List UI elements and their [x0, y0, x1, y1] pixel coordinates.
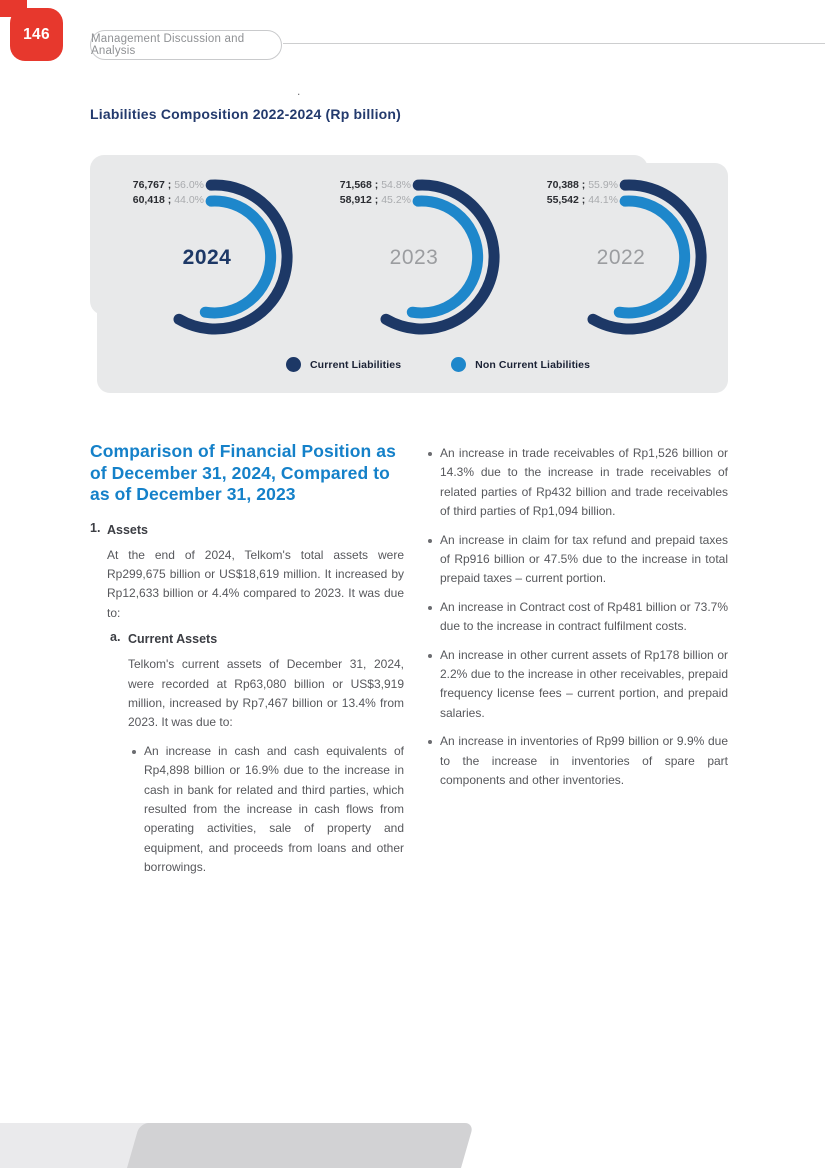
breadcrumb-label: Management Discussion and Analysis [91, 33, 245, 57]
article-right-column [425, 444, 728, 791]
non-current-liabilities-label: 58,912 ; 45.2% [339, 194, 411, 206]
legend-dot-non-current [451, 357, 466, 372]
footer-shape-dark [127, 1123, 474, 1168]
donut-chart-2022 [534, 162, 724, 362]
page-number: 146 [23, 25, 50, 43]
assets-item-number: 1. [90, 520, 101, 535]
bullet-tax-refund: An increase in claim for tax refund and prepaid taxes of Rp916 billion or 47.5% due to the increase in total prepaid taxes – current portion. [425, 531, 728, 589]
year-label-2023: 2023 [389, 246, 439, 269]
year-label-2024: 2024 [182, 246, 232, 269]
legend-label-current: Current Liabilities [310, 358, 402, 371]
current-liabilities-label: 71,568 ; 54.8% [339, 179, 411, 191]
article-left-column [90, 441, 404, 878]
bullet-cash-equivalents: An increase in cash and cash equivalents of Rp4,898 billion or 16.9% due to the increase in cash in bank for related and third parties, which resulted from the increase in cash flows from operating activities, sale of property and equipment, and proceeds from loans and other borrowings. [128, 742, 404, 878]
page-number-badge [10, 8, 63, 61]
bullet-trade-receivables: An increase in trade receivables of Rp1,526 billion or 14.3% due to the increase in trade receivables of related parties of Rp432 billion and trade receivables of third parties of Rp1,094 billion. [425, 444, 728, 522]
legend-label-non-current: Non Current Liabilities [475, 358, 591, 371]
bullet-inventories: An increase in inventories of Rp99 billion or 9.9% due to the increase in inventories of spare part components and other inventories. [425, 732, 728, 790]
non-current-liabilities-label: 60,418 ; 44.0% [132, 194, 204, 206]
current-liabilities-label: 76,767 ; 56.0% [132, 179, 204, 191]
assets-intro-paragraph: At the end of 2024, Telkom's total assets were Rp299,675 billion or US$18,619 million. It increased by Rp12,633 billion or 4.4% compared to 2023. It was due to: [107, 547, 404, 620]
current-assets-heading [110, 630, 404, 648]
breadcrumb-pill [90, 30, 282, 60]
current-assets-title: Current Assets [128, 632, 218, 647]
non-current-liabilities-label: 55,542 ; 44.1% [546, 194, 618, 206]
current-assets-paragraph: Telkom's current assets of December 31, 2024, were recorded at Rp63,080 billion or US$3,919 million, increased by Rp7,467 billion or 13.4% from 2023. It was due to: [128, 657, 404, 730]
current-liabilities-label: 70,388 ; 55.9% [546, 179, 618, 191]
stray-period-mark: . [297, 84, 301, 98]
section-heading: Comparison of Financial Position as of December 31, 2024, Compared to as of December 31, 2023 [90, 441, 396, 504]
chart-legend [286, 357, 590, 372]
legend-dot-current [286, 357, 301, 372]
header-rule [283, 43, 825, 44]
legend-item-non-current-liabilities [451, 357, 590, 372]
current-assets-letter: a. [110, 630, 121, 645]
assets-item-title: Assets [107, 522, 148, 537]
bullet-other-current-assets: An increase in other current assets of Rp178 billion or 2.2% due to the increase in other receivables, prepaid frequency license fees – current portion, and prepaid salaries. [425, 646, 728, 724]
bullet-contract-cost: An increase in Contract cost of Rp481 billion or 73.7% due to the increase in contract fulfilment costs. [425, 598, 728, 637]
assets-item-heading [90, 521, 404, 539]
year-label-2022: 2022 [596, 246, 646, 269]
legend-item-current-liabilities [286, 357, 401, 372]
chart-section-title: Liabilities Composition 2022-2024 (Rp billion) [90, 106, 402, 122]
